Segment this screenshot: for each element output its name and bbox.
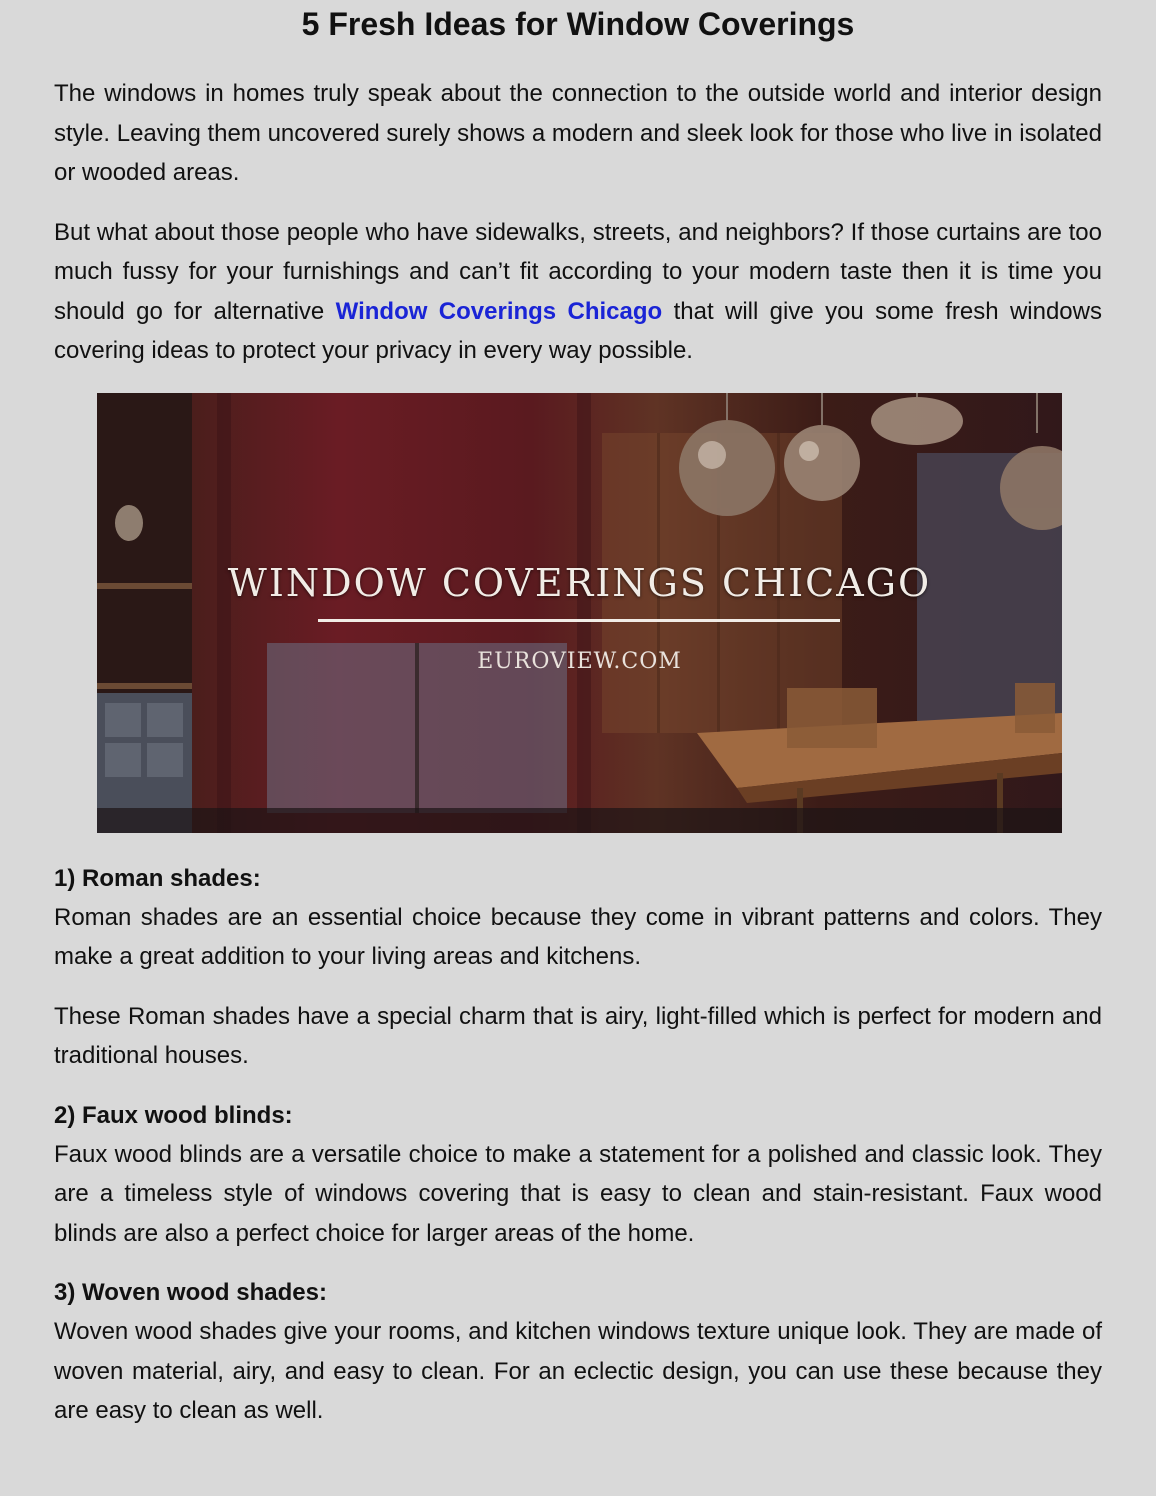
hero-title: WINDOW COVERINGS CHICAGO — [227, 560, 932, 605]
hero-divider — [318, 619, 840, 622]
intro-text-after-link: that will give you some fresh windows covering ideas to protect your privacy in every way possible. — [54, 297, 1102, 364]
intro-paragraph-1: The windows in homes truly speak about the connection to the outside world and interior design style. Leaving them uncovered surely shows a modern and sleek look for those who live in isolated or wooded areas. — [54, 80, 1102, 186]
page-title: 5 Fresh Ideas for Window Coverings — [301, 6, 855, 42]
section-paragraph: Woven wood shades give your rooms, and kitchen windows texture unique look. They are made of woven material, airy, and easy to clean. For an eclectic design, you can use these because they are easy to clean as well. — [54, 1318, 1102, 1424]
section-heading-roman-shades: 1) Roman shades: — [54, 864, 261, 892]
intro-paragraph-2 — [54, 213, 1102, 371]
hero-subtitle: EUROVIEW.COM — [477, 648, 682, 674]
section-paragraph: Faux wood blinds are a versatile choice to make a statement for a polished and classic look. They are a timeless style of windows covering that is easy to clean and stain-resistant. Faux wood blinds are also a perfect choice for larger areas of the home. — [54, 1140, 1102, 1247]
window-coverings-chicago-link[interactable]: Window Coverings Chicago — [335, 297, 663, 325]
section-paragraph: These Roman shades have a special charm that is airy, light-filled which is perfect for modern and traditional houses. — [54, 1002, 1102, 1069]
section-heading-woven-wood-shades: 3) Woven wood shades: — [54, 1279, 327, 1306]
intro-text-before-link: But what about those people who have sidewalks, streets, and neighbors? If those curtains are too much fussy for your furnishings and can’t fit according to your modern taste then it is time you should go for alternative — [54, 218, 1102, 325]
hero-image — [97, 393, 1062, 833]
section-heading-faux-wood-blinds: 2) Faux wood blinds: — [54, 1101, 293, 1129]
interior-illustration — [97, 393, 1062, 833]
section-paragraph: Roman shades are an essential choice because they come in vibrant patterns and colors. They make a great addition to your living areas and kitchens. — [54, 903, 1102, 970]
